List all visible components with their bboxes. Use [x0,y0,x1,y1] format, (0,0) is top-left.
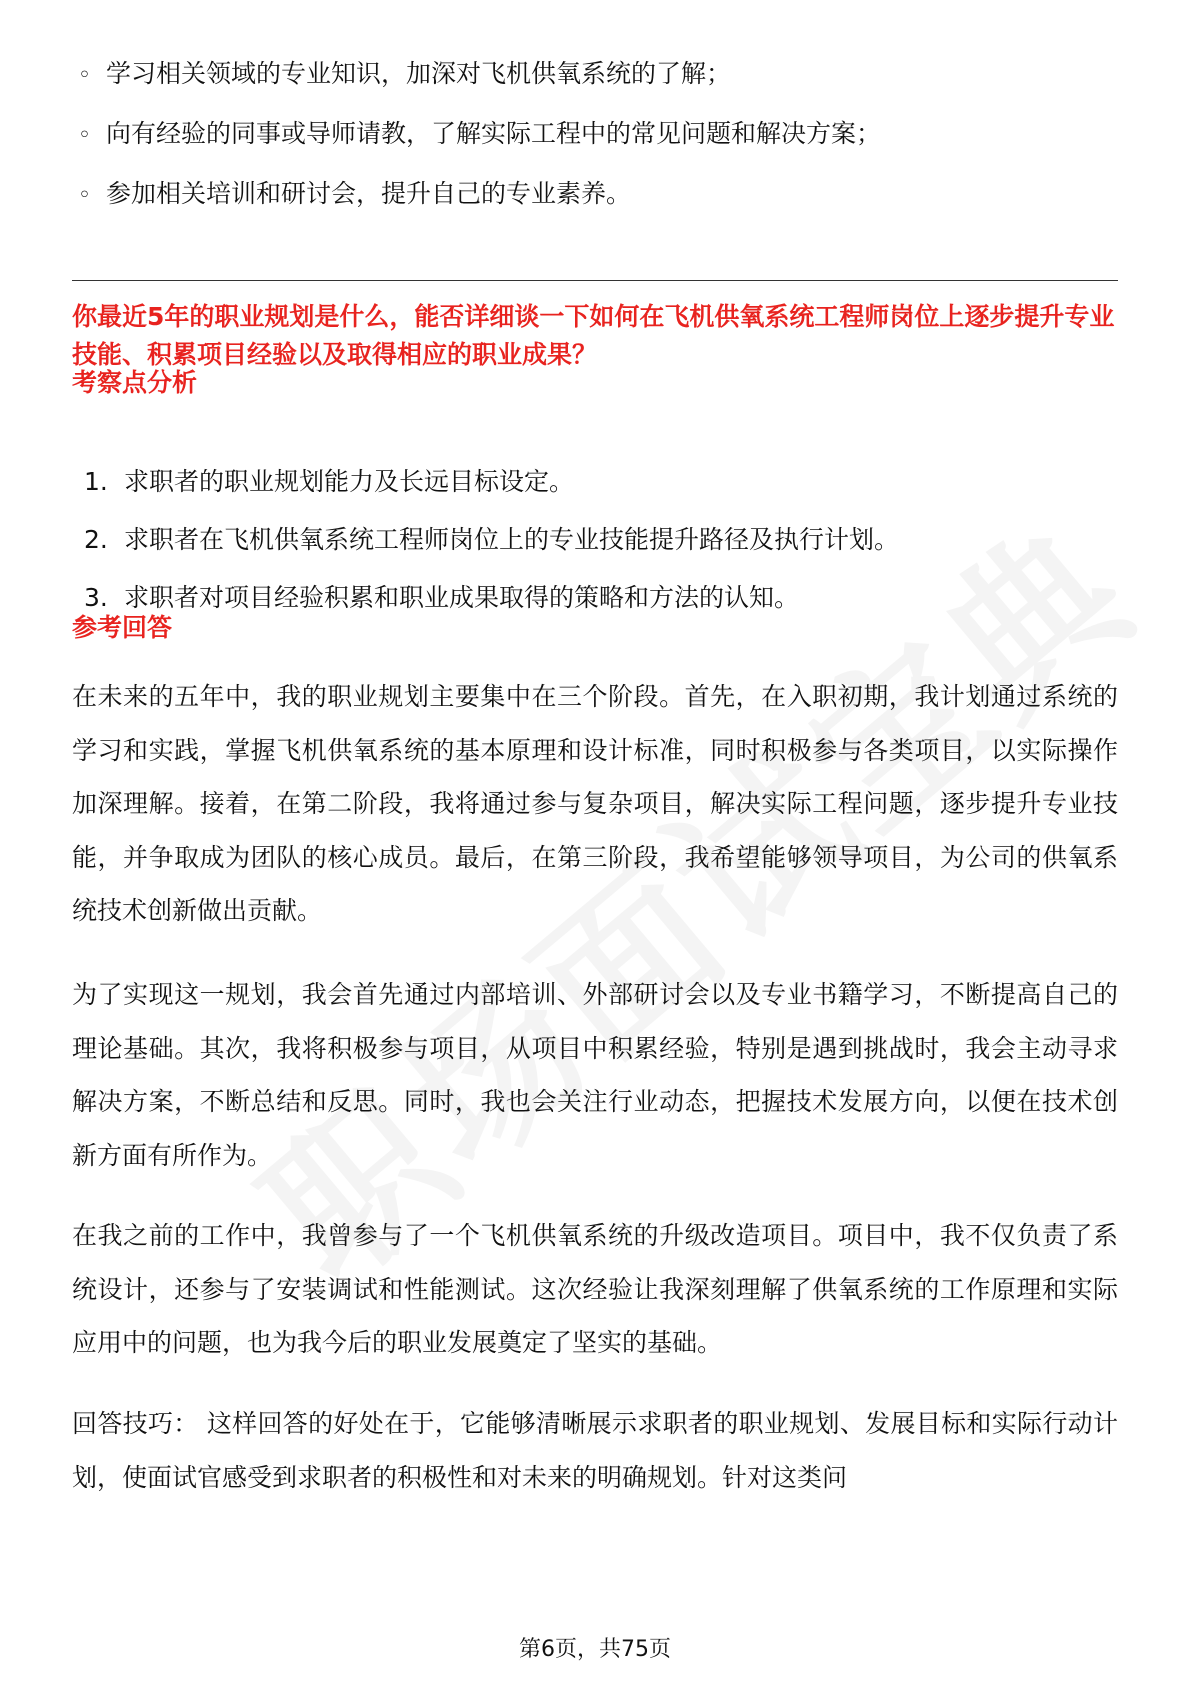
list-item [78,118,881,152]
bullet-text: 学习相关领域的专业知识，加深对飞机供氧系统的了解； [106,59,732,88]
answer-heading: 参考回答 [72,613,173,642]
list-number: 3. [84,583,108,612]
answer-paragraph: 在我之前的工作中，我曾参与了一个飞机供氧系统的升级改造项目。项目中，我不仅负责了系统设计，还参与了安装调试和性能测试。这次经验让我深刻理解了供氧系统的工作原理和实际应用中的问题，也为我今后的职业发展奠定了坚实的基础。 [72,1221,1118,1357]
bullet-icon: ◦ [78,183,91,208]
list-number: 2. [84,525,108,554]
list-text: 求职者对项目经验积累和职业成果取得的策略和方法的认知。 [124,583,800,612]
analysis-list [84,466,899,640]
tips-paragraph: 回答技巧： 这样回答的好处在于，它能够清晰展示求职者的职业规划、发展目标和实际行动计划，使面试官感受到求职者的积极性和对未来的明确规划。针对这类问 [72,1409,1118,1492]
list-item [78,58,881,92]
bullet-text: 参加相关培训和研讨会，提升自己的专业素养。 [106,179,632,208]
bullet-text: 向有经验的同事或导师请教，了解实际工程中的常见问题和解决方案； [106,119,882,148]
bullet-icon: ◦ [78,123,91,148]
list-item [84,582,899,614]
question-heading: 你最近5年的职业规划是什么，能否详细谈一下如何在飞机供氧系统工程师岗位上逐步提升专业技能、积累项目经验以及取得相应的职业成果？ [72,302,1115,369]
analysis-heading: 考察点分析 [72,368,198,397]
list-item [84,524,899,556]
bullet-list [78,58,881,238]
section-divider [72,280,1118,281]
list-text: 求职者在飞机供氧系统工程师岗位上的专业技能提升路径及执行计划。 [124,525,900,554]
bullet-icon: ◦ [78,63,91,88]
list-number: 1. [84,467,108,496]
page-number: 第6页，共75页 [519,1637,671,1662]
list-text: 求职者的职业规划能力及长远目标设定。 [124,467,575,496]
list-item [84,466,899,498]
answer-paragraph: 为了实现这一规划，我会首先通过内部培训、外部研讨会以及专业书籍学习，不断提高自己的理论基础。其次，我将积极参与项目，从项目中积累经验，特别是遇到挑战时，我会主动寻求解决方案，不断总结和反思。同时，我也会关注行业动态，把握技术发展方向，以便在技术创新方面有所作为。 [72,980,1118,1170]
list-item [78,178,881,212]
answer-paragraph: 在未来的五年中，我的职业规划主要集中在三个阶段。首先，在入职初期，我计划通过系统的学习和实践，掌握飞机供氧系统的基本原理和设计标准，同时积极参与各类项目，以实际操作加深理解。接着，在第二阶段，我将通过参与复杂项目，解决实际工程问题，逐步提升专业技能，并争取成为团队的核心成员。最后，在第三阶段，我希望能够领导项目，为公司的供氧系统技术创新做出贡献。 [72,682,1118,925]
